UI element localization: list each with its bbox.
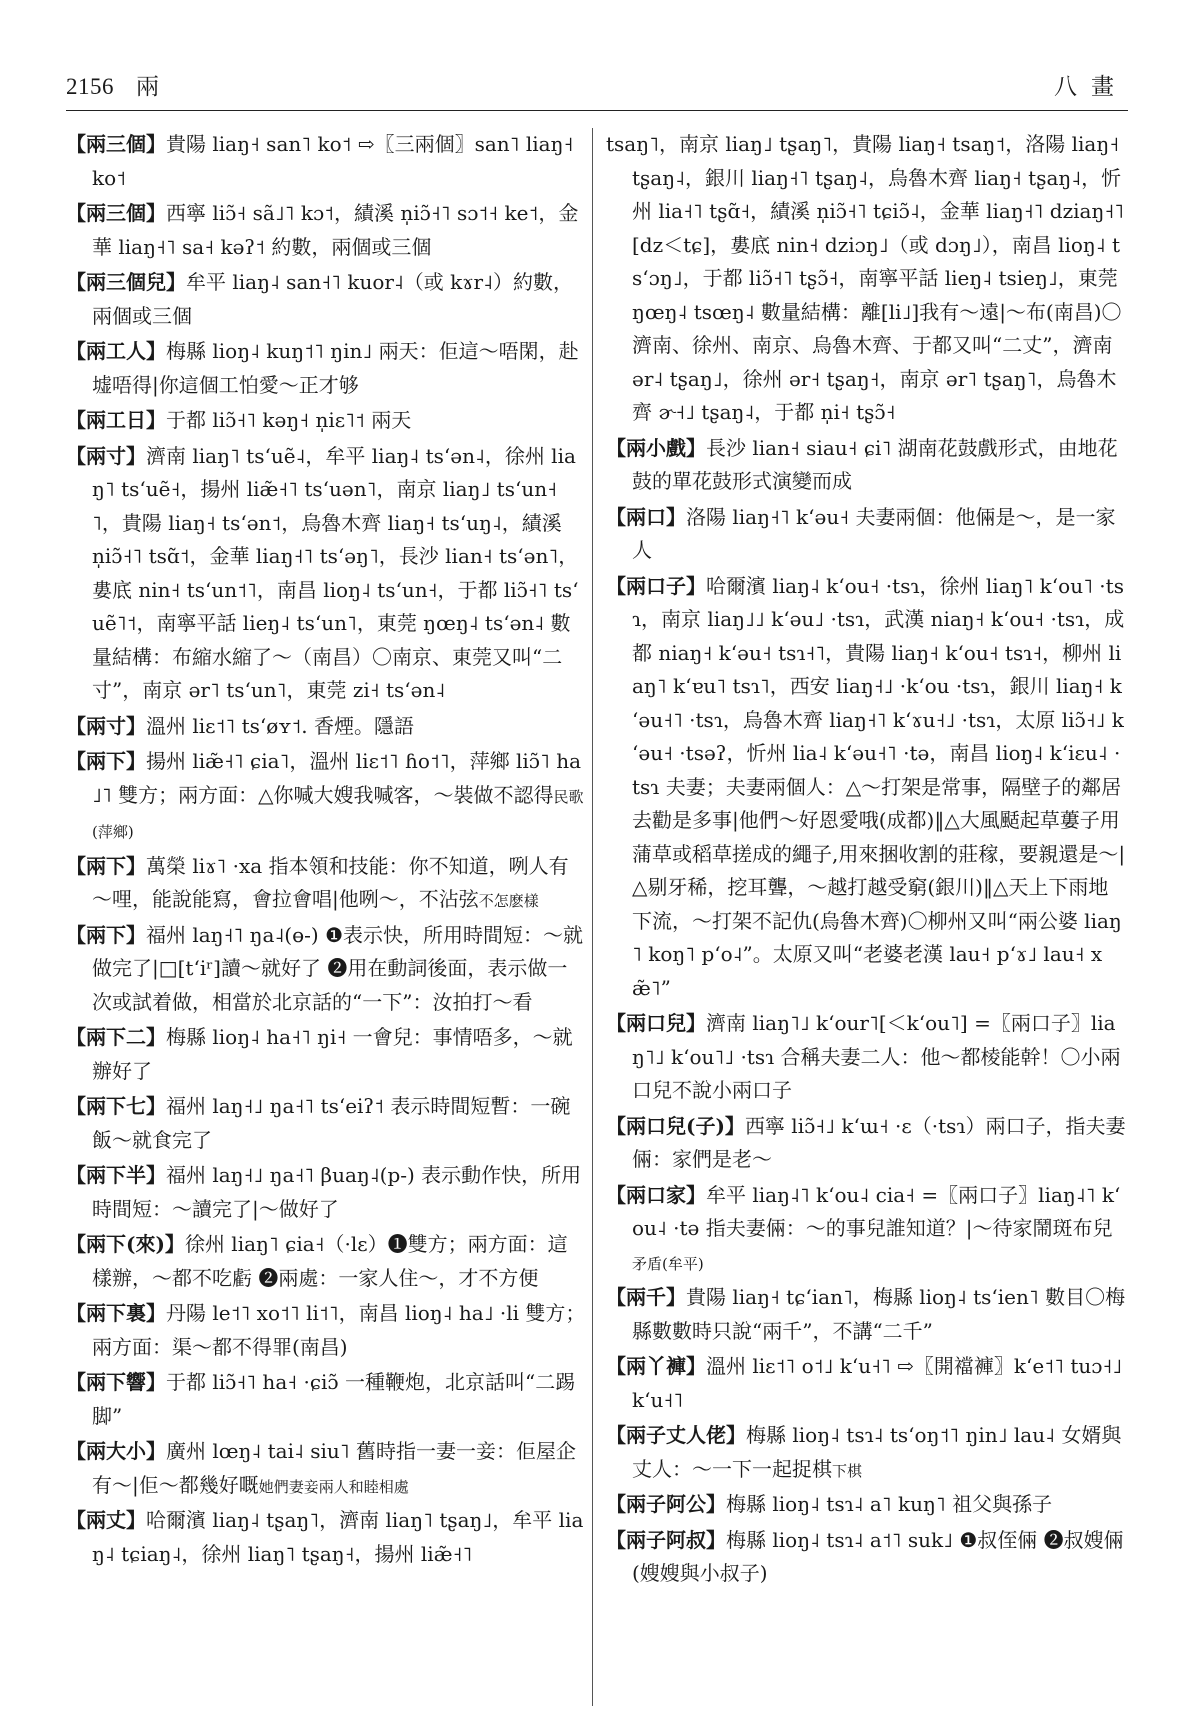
entry-definition: 徐州 liaŋ˥ ɕia˧（·lɛ）❶雙方；兩方面：這樣辦，～都不吃虧 ❷兩處：一家人住～，才不方便 — [92, 1232, 568, 1290]
dictionary-entry — [66, 404, 586, 440]
entry-definition: 梅縣 lioŋ˨ tsɿ˨ tsʻoŋ˦˥ ŋin˩ lau˨ 女婿與丈人：～一下一起捉棋 — [632, 1423, 1122, 1481]
right-column — [606, 128, 1126, 1593]
entry-headword: 【兩寸】 — [66, 713, 146, 738]
dictionary-entry — [66, 197, 586, 266]
entry-note: 矛盾(牟平) — [632, 1254, 704, 1273]
entry-headword: 【兩子阿叔】 — [606, 1527, 726, 1552]
dictionary-entry — [66, 1090, 586, 1159]
entry-headword: 【兩下二】 — [66, 1025, 166, 1049]
entry-headword: 【兩下七】 — [66, 1094, 166, 1118]
entry-definition: 溫州 liɛ˦˥ o˦˩ kʻu˧˥ ⇨〖開襠褲〗kʻe˦˥ tuɔ˧˩ kʻu˧˥ — [632, 1354, 1123, 1412]
entry-definition: 濟南 liaŋ˥˩ kʻour˥[＜kʻou˥] =〖兩口子〗liaŋ˥˩ kʻou˥˩ ·tsɿ 合稱夫妻二人：他～都棱能幹！〇小兩口兒不說小兩口子 — [632, 1011, 1121, 1102]
entry-headword: 【兩下裏】 — [66, 1301, 166, 1325]
entry-headword: 【兩子阿公】 — [606, 1492, 726, 1516]
entry-definition: 梅縣 lioŋ˨ ha˧˥ ŋi˧ 一會兒：事情唔多，～就辦好了 — [92, 1025, 573, 1083]
entry-note: 不怎麽樣 — [478, 892, 539, 910]
entry-definition: 梅縣 lioŋ˨ kuŋ˦˥ ŋin˩ 兩天：佢這～唔閑，赴墟唔得|你這個工怕愛～正才够 — [92, 339, 579, 397]
dictionary-entry — [606, 1110, 1126, 1179]
dictionary-entry — [66, 440, 586, 710]
dictionary-entry — [606, 1281, 1126, 1350]
entry-definition: 福州 laŋ˧˩ ŋa˧˥ βuaŋ˨(p-) 表示動作快，所用時間短：～讀完了|～做好了 — [92, 1163, 582, 1221]
running-header — [66, 68, 1128, 111]
header-headword-char: 兩 — [136, 74, 159, 100]
dictionary-entry — [606, 1488, 1126, 1524]
dictionary-entry — [606, 1419, 1126, 1488]
entry-note: 她們妻妾兩人和睦相處 — [258, 1477, 409, 1496]
entry-headword: 【兩小戲】 — [606, 435, 706, 460]
dictionary-entry — [66, 919, 586, 1022]
entry-definition: 福州 laŋ˧˥ ŋa˨(ɵ-) ❶表示快，所用時間短：～就做完了|□[tʻiʳ]讀～就好了 ❷用在動詞後面，表示做一次或試着做，相當於北京話的“一下”：汝拍打～看 — [92, 922, 584, 1014]
entry-definition: 萬榮 liɤ˥ ·xa 指本領和技能：你不知道，咧人有～哩，能說能寫，會拉會唱|他咧～，不沾弦 — [92, 853, 569, 911]
entry-definition: 長沙 lian˧ siau˧ ɕi˥ 湖南花鼓戲形式，由地花鼓的單花鼓形式演變而成 — [632, 435, 1118, 493]
dictionary-entry — [66, 1228, 586, 1297]
entry-definition: 洛陽 liaŋ˧˥ kʻəu˧ 夫妻兩個：他倆是～，是一家人 — [632, 504, 1116, 562]
header-left — [66, 68, 159, 101]
entry-headword: 【兩丫褲】 — [606, 1354, 706, 1378]
page-number: 2156 — [66, 74, 114, 99]
dictionary-entry — [66, 1504, 586, 1573]
entry-headword: 【兩子丈人佬】 — [606, 1423, 746, 1447]
dictionary-entry — [66, 710, 586, 746]
entry-headword: 【兩下】 — [66, 853, 146, 878]
dictionary-entry — [66, 335, 586, 404]
dictionary-entry — [606, 128, 1126, 432]
dictionary-entry — [606, 570, 1126, 1008]
entry-definition: 丹陽 le˦˥ xo˦˥ li˦˥，南昌 lioŋ˨ ha˩ ·li 雙方；兩方面：渠～都不得罪(南昌) — [92, 1301, 586, 1359]
entry-headword: 【兩工人】 — [66, 339, 166, 363]
entry-definition: 貴陽 liaŋ˧ tɕʻian˥，梅縣 lioŋ˨ tsʻien˥ 數目〇梅縣數數時只說“兩千”，不講“二千” — [632, 1285, 1126, 1343]
entry-headword: 【兩大小】 — [66, 1439, 166, 1463]
entry-definition: 西寧 liɔ̃˧˩ kʻɯ˧ ·ɛ（·tsɿ）兩口子，指夫妻倆：家們是老～ — [632, 1113, 1126, 1171]
entry-definition: 廣州 lœŋ˨ tai˨ siu˥ 舊時指一妻一妾：佢屋企有～|佢～都幾好嘅 — [92, 1439, 576, 1497]
dictionary-entry — [606, 432, 1126, 501]
dictionary-entry — [606, 1524, 1126, 1593]
dictionary-entry — [66, 1159, 586, 1228]
entry-definition: 梅縣 lioŋ˨ tsɿ˨ a˦˥ suk˩ ❶叔侄倆 ❷叔嫂倆(嫂嫂與小叔子) — [632, 1527, 1124, 1585]
entry-headword: 【兩下半】 — [66, 1163, 166, 1187]
dictionary-entry — [66, 1366, 586, 1435]
entry-headword: 【兩口】 — [606, 504, 686, 529]
column-divider — [592, 128, 593, 1706]
entry-headword: 【兩千】 — [606, 1285, 686, 1309]
dictionary-entry — [66, 745, 586, 850]
entry-headword: 【兩三個兒】 — [66, 270, 186, 294]
entry-headword: 【兩下】 — [66, 922, 146, 947]
entry-headword: 【兩三個】 — [66, 132, 166, 156]
dictionary-entry — [606, 501, 1126, 570]
entry-headword: 【兩口家】 — [606, 1182, 706, 1207]
entry-headword: 【兩口兒】 — [606, 1011, 706, 1035]
entry-definition: 牟平 liaŋ˨˥ kʻou˨ cia˧ =〖兩口子〗liaŋ˨˥ kʻou˨ ·tə 指夫妻倆：～的事兒誰知道？|～待家鬧斑布兒 — [632, 1182, 1121, 1240]
dictionary-entry — [66, 266, 586, 335]
entry-definition: 哈爾濱 liaŋ˨ kʻou˧ ·tsɿ，徐州 liaŋ˥ kʻou˥ ·tsɿ，南京 liaŋ˩˩ kʻəu˩ ·tsɿ，武漢 niaŋ˧ kʻou˧ ·tsɿ，成都 niaŋ˧ kʻəu˧ tsɿ˧˥，貴陽 liaŋ˧ kʻou˧ tsɿ˧，柳州 liaŋ˥ kʻɐu˥ tsɿ˥，西安 liaŋ˧˩ ·kʻou ·tsɿ，銀川 liaŋ˧ kʻəu˧˥ ·tsɿ，烏魯木齊 liaŋ˧˥ kʻɤu˧˩ ·tsɿ，太原 liɔ̃˧˩ kʻəu˧ ·tsəʔ，忻州 lia˨ kʻəu˧˥ ·tə，南昌 lioŋ˨ kʻiɛu˨ ·tsɿ 夫妻；夫妻兩個人：△～打架是常事，隔壁子的鄰居去勸是多事|他們～好恩愛哦(成都)‖△大風颳起草蔞子用蒲草或稻草搓成的繩子,用來捆收割的莊稼，要親還是～|△剔牙稀，挖耳聾，～越打越受窮(銀川)‖△天上下雨地下流，～打架不記仇(烏魯木齊)〇柳州又叫“兩公婆 liaŋ˥ koŋ˥ pʻo˨”。太原又叫“老婆老漢 lau˧ pʻɤ˩ lau˧ xæ̃˥” — [632, 573, 1126, 1000]
entry-definition: 于都 liɔ̃˧˥ ha˧ ·ɕiɔ̃ 一種鞭炮，北京話叫“二踢脚” — [92, 1370, 576, 1428]
dictionary-entry — [66, 128, 586, 197]
entry-headword: 【兩口子】 — [606, 573, 706, 598]
dictionary-entry — [66, 1297, 586, 1366]
entry-headword: 【兩下】 — [66, 749, 146, 773]
dictionary-entry — [66, 1021, 586, 1090]
entry-note: 下棋 — [832, 1461, 863, 1480]
entry-definition: 溫州 liɛ˦˥ tsʻøʏ˦. 香煙。隱語 — [146, 713, 414, 738]
entry-definition: 哈爾濱 liaŋ˨ tʂaŋ˥，濟南 liaŋ˥ tʂaŋ˩，牟平 liaŋ˨ tɕiaŋ˨，徐州 liaŋ˥ tʂaŋ˧，揚州 liæ̃˧˥ — [92, 1508, 584, 1566]
entry-definition: 貴陽 liaŋ˧ san˥ ko˦ ⇨〖三兩個〗san˥ liaŋ˧ ko˦ — [92, 132, 574, 190]
entry-definition: 牟平 liaŋ˨ san˧˥ kuor˨（或 kɤr˨）約數，兩個或三個 — [92, 270, 573, 328]
entry-headword: 【兩下(來)】 — [66, 1232, 185, 1256]
dictionary-entry — [606, 1350, 1126, 1419]
entry-headword: 【兩口兒(子)】 — [606, 1113, 745, 1138]
entry-definition: 揚州 liæ̃˧˥ ɕia˥，溫州 liɛ˦˥ ɦo˦˥，萍鄉 liɔ̃˥ ha˩˥ 雙方；兩方面：△你喊大嫂我喊客，～裝做不認得 — [92, 749, 582, 807]
dictionary-entry — [66, 850, 586, 919]
entry-note: 民歌(萍鄉) — [92, 787, 584, 841]
entry-definition: 西寧 liɔ̃˧ sã˩˥ kɔ˦，績溪 n̩iɔ̃˧˥ sɔ˦˧ ke˦，金華 liaŋ˧˥ sa˧ kəʔ˦ 約數，兩個或三個 — [92, 201, 579, 259]
entry-headword: 【兩工日】 — [66, 408, 166, 432]
left-column — [66, 128, 586, 1573]
entry-definition: 于都 liɔ̃˧˥ kəŋ˧ n̩iɛ˥˦ 兩天 — [166, 408, 412, 432]
entry-definition: 福州 laŋ˧˩ ŋa˧˥ tsʻeiʔ˦ 表示時間短暫：一碗飯～就食完了 — [92, 1094, 571, 1152]
entry-headword: 【兩丈】 — [66, 1508, 146, 1532]
entry-headword: 【兩下響】 — [66, 1370, 166, 1394]
entry-definition: tsaŋ˥，南京 liaŋ˩ tʂaŋ˥，貴陽 liaŋ˧ tsaŋ˦，洛陽 liaŋ˧ tʂaŋ˨，銀川 liaŋ˧˥ tʂaŋ˨，烏魯木齊 liaŋ˧ tʂaŋ˨，忻州 lia˧˥ tʂɑ̃˧，績溪 n̩iɔ̃˧˥ tɕiɔ̃˨，金華 liaŋ˧˥ dziaŋ˧˥[dz＜tɕ]，婁底 nin˧ dziɔŋ˩（或 dɔŋ˩），南昌 lioŋ˨ tsʻɔŋ˩，于都 liɔ̃˧˥ tʂɔ̃˧，南寧平話 lieŋ˨ tsieŋ˩，東莞 ŋœŋ˨ tsœŋ˨ 數量結構：離[li˩]我有～遠|～布(南昌)〇濟南、徐州、南京、烏魯木齊、于都又叫“二丈”，濟南 ər˨ tʂaŋ˩，徐州 ər˧ tʂaŋ˧，南京 ər˥ tʂaŋ˥，烏魯木齊 ɚ˧˩ tʂaŋ˨，于都 n̩i˧ tʂɔ̃˧ — [606, 132, 1125, 424]
entry-definition: 濟南 liaŋ˥ tsʻuẽ˨，牟平 liaŋ˨ tsʻən˨，徐州 liaŋ˥ tsʻuẽ˧，揚州 liæ̃˧˥ tsʻuən˥，南京 liaŋ˩ tsʻun˧˥，貴陽 liaŋ˧ tsʻən˦，烏魯木齊 liaŋ˧ tsʻuŋ˨，績溪 n̩iɔ̃˧˥ tsɑ̃˦，金華 liaŋ˧˥ tsʻəŋ˥，長沙 lian˧ tsʻən˥，婁底 nin˧ tsʻun˦˥，南昌 lioŋ˨ tsʻun˧，于都 liɔ̃˧˥ tsʻuẽ˥˦，南寧平話 lieŋ˨ tsʻun˥，東莞 ŋœŋ˨ tsʻən˨ 數量結構：布縮水縮了～（南昌）〇南京、東莞又叫“二寸”，南京 ər˥ tsʻun˥，東莞 zi˧ tsʻən˨ — [92, 443, 579, 702]
dictionary-entry — [66, 1435, 586, 1504]
entry-definition: 梅縣 lioŋ˨ tsɿ˨ a˥ kuŋ˥ 祖父與孫子 — [726, 1492, 1053, 1516]
section-title: 八畫 — [1054, 74, 1128, 100]
dictionary-entry — [606, 1179, 1126, 1282]
dictionary-entry — [606, 1007, 1126, 1110]
entry-headword: 【兩寸】 — [66, 443, 146, 468]
entry-headword: 【兩三個】 — [66, 201, 166, 225]
